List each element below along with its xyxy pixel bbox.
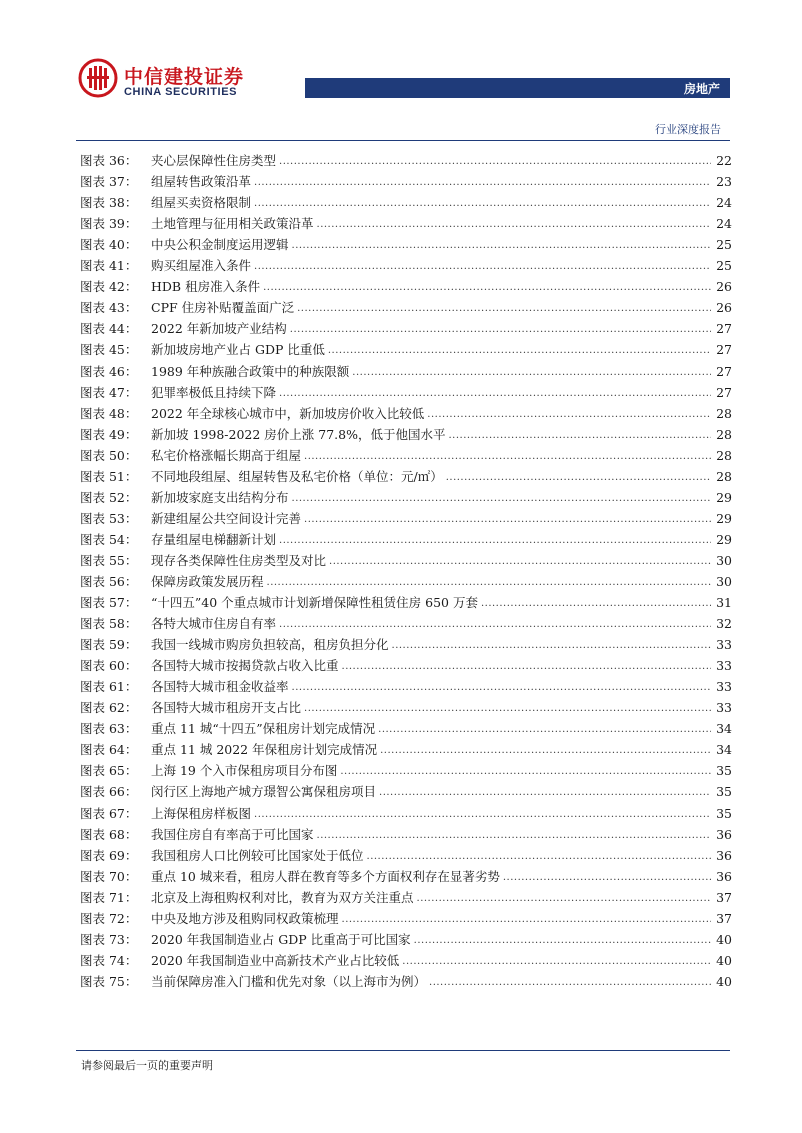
dot-leader <box>392 639 711 653</box>
figure-number: 图表 55： <box>80 552 138 568</box>
dot-leader <box>446 471 711 485</box>
toc-entry[interactable] <box>80 758 732 779</box>
figure-title[interactable]: 重点 10 城来看，租房人群在教育等多个方面权利存在显著劣势 <box>151 868 500 884</box>
dot-leader <box>290 323 711 337</box>
page-number: 23 <box>716 174 732 190</box>
dot-leader <box>254 260 711 274</box>
dot-leader <box>317 218 711 232</box>
figure-index-list <box>80 148 732 990</box>
toc-entry[interactable] <box>80 864 732 885</box>
figure-number: 图表 69： <box>80 847 138 863</box>
brand-name-en: CHINA SECURITIES <box>124 86 238 98</box>
toc-entry[interactable] <box>80 548 732 569</box>
toc-entry[interactable] <box>80 506 732 527</box>
figure-title[interactable]: 闵行区上海地产城方璟智公寓保租房项目 <box>151 784 377 800</box>
figure-number: 图表 57： <box>80 595 138 611</box>
page-number: 36 <box>716 826 732 842</box>
page-number: 33 <box>716 679 732 695</box>
page-number: 25 <box>716 258 732 274</box>
figure-title[interactable]: 新加坡房地产业占 GDP 比重低 <box>151 342 325 358</box>
dot-leader <box>279 387 711 401</box>
page-number: 26 <box>716 279 732 295</box>
dot-leader <box>342 913 711 927</box>
figure-title[interactable]: “十四五”40 个重点城市计划新增保障性租赁住房 650 万套 <box>151 595 478 611</box>
toc-entry[interactable] <box>80 295 732 316</box>
figure-title[interactable]: 重点 11 城 2022 年保租房计划完成情况 <box>151 742 378 758</box>
page-number: 24 <box>716 216 732 232</box>
dot-leader <box>417 892 711 906</box>
figure-number: 图表 43： <box>80 300 138 316</box>
report-type-label: 行业深度报告 <box>655 123 721 136</box>
dot-leader <box>379 786 711 800</box>
page-number: 22 <box>716 153 732 169</box>
figure-title[interactable]: 我国一线城市购房负担较高，租房负担分化 <box>151 637 389 653</box>
figure-title[interactable]: 私宅价格涨幅长期高于组屋 <box>151 447 302 463</box>
figure-title[interactable]: 组屋买卖资格限制 <box>151 195 252 211</box>
toc-entry[interactable] <box>80 232 732 253</box>
toc-entry[interactable] <box>80 274 732 295</box>
toc-entry[interactable] <box>80 380 732 401</box>
figure-title[interactable]: 购买组屋准入条件 <box>151 258 252 274</box>
dot-leader <box>328 344 711 358</box>
page-number: 27 <box>716 384 732 400</box>
page-number: 35 <box>716 784 732 800</box>
page-number: 37 <box>716 889 732 905</box>
toc-entry[interactable] <box>80 443 732 464</box>
toc-entry[interactable] <box>80 358 732 379</box>
page-number: 32 <box>716 616 732 632</box>
figure-number: 图表 70： <box>80 868 138 884</box>
sector-banner <box>305 78 730 98</box>
figure-title[interactable]: 2022 年新加坡产业结构 <box>151 321 287 337</box>
toc-entry[interactable] <box>80 906 732 927</box>
page-number: 40 <box>716 952 732 968</box>
figure-number: 图表 44： <box>80 321 138 337</box>
dot-leader <box>304 450 711 464</box>
page-number: 33 <box>716 658 732 674</box>
toc-entry[interactable] <box>80 590 732 611</box>
figure-title[interactable]: 新加坡家庭支出结构分布 <box>151 489 289 505</box>
figure-number: 图表 75： <box>80 973 138 989</box>
toc-entry[interactable] <box>80 316 732 337</box>
dot-leader <box>254 176 711 190</box>
dot-leader <box>378 723 711 737</box>
figure-title[interactable]: 2022 年全球核心城市中，新加坡房价收入比较低 <box>151 405 425 421</box>
page-header <box>0 0 802 140</box>
dot-leader <box>317 829 711 843</box>
figure-title[interactable]: 上海 19 个入市保租房项目分布图 <box>151 763 338 779</box>
toc-entry[interactable] <box>80 653 732 674</box>
header-divider <box>76 140 730 141</box>
figure-title[interactable]: 当前保障房准入门槛和优先对象（以上海市为例） <box>151 973 427 989</box>
figure-number: 图表 66： <box>80 784 138 800</box>
figure-number: 图表 68： <box>80 826 138 842</box>
dot-leader <box>263 281 711 295</box>
page-number: 33 <box>716 637 732 653</box>
dot-leader <box>414 934 711 948</box>
dot-leader <box>304 513 711 527</box>
toc-entry[interactable] <box>80 800 732 821</box>
dot-leader <box>292 681 711 695</box>
figure-number: 图表 47： <box>80 384 138 400</box>
dot-leader <box>340 765 711 779</box>
figure-number: 图表 65： <box>80 763 138 779</box>
dot-leader <box>297 302 711 316</box>
figure-number: 图表 58： <box>80 616 138 632</box>
figure-number: 图表 72： <box>80 910 138 926</box>
page-number: 33 <box>716 700 732 716</box>
figure-number: 图表 42： <box>80 279 138 295</box>
figure-number: 图表 45： <box>80 342 138 358</box>
sector-label: 房地产 <box>683 82 720 96</box>
figure-title[interactable]: 不同地段组屋、组屋转售及私宅价格（单位：元/㎡） <box>151 468 443 484</box>
dot-leader <box>279 618 711 632</box>
figure-title[interactable]: 夹心层保障性住房类型 <box>151 153 277 169</box>
dot-leader <box>448 429 711 443</box>
page-number: 40 <box>716 973 732 989</box>
figure-title[interactable]: CPF 住房补贴覆盖面广泛 <box>151 300 295 316</box>
figure-title[interactable]: 中央公积金制度运用逻辑 <box>151 237 289 253</box>
toc-entry[interactable] <box>80 632 732 653</box>
page-number: 29 <box>716 531 732 547</box>
footer-disclaimer: 请参阅最后一页的重要声明 <box>81 1059 213 1072</box>
dot-leader <box>254 197 711 211</box>
toc-entry[interactable] <box>80 464 732 485</box>
toc-entry[interactable] <box>80 695 732 716</box>
toc-entry[interactable] <box>80 569 732 590</box>
figure-number: 图表 63： <box>80 721 138 737</box>
toc-entry[interactable] <box>80 401 732 422</box>
page-number: 24 <box>716 195 732 211</box>
figure-number: 图表 36： <box>80 153 138 169</box>
figure-number: 图表 71： <box>80 889 138 905</box>
dot-leader <box>329 555 711 569</box>
toc-entry[interactable] <box>80 253 732 274</box>
figure-title[interactable]: 各国特大城市租金收益率 <box>151 679 289 695</box>
figure-number: 图表 48： <box>80 405 138 421</box>
dot-leader <box>292 239 711 253</box>
toc-entry[interactable] <box>80 337 732 358</box>
toc-entry[interactable] <box>80 190 732 211</box>
figure-title[interactable]: 犯罪率极低且持续下降 <box>151 384 277 400</box>
toc-entry[interactable] <box>80 148 732 169</box>
page-number: 36 <box>716 868 732 884</box>
figure-number: 图表 50： <box>80 447 138 463</box>
toc-entry[interactable] <box>80 843 732 864</box>
figure-number: 图表 39： <box>80 216 138 232</box>
toc-entry[interactable] <box>80 822 732 843</box>
figure-title[interactable]: HDB 租房准入条件 <box>151 279 261 295</box>
figure-title[interactable]: 各特大城市住房自有率 <box>151 616 277 632</box>
figure-title[interactable]: 土地管理与征用相关政策沿革 <box>151 216 314 232</box>
toc-entry[interactable] <box>80 485 732 506</box>
toc-entry[interactable] <box>80 211 732 232</box>
figure-number: 图表 64： <box>80 742 138 758</box>
toc-entry[interactable] <box>80 674 732 695</box>
figure-title[interactable]: 我国租房人口比例较可比国家处于低位 <box>151 847 364 863</box>
page-number: 27 <box>716 363 732 379</box>
page-number: 37 <box>716 910 732 926</box>
footer-divider <box>76 1050 730 1051</box>
toc-entry[interactable] <box>80 422 732 443</box>
toc-entry[interactable] <box>80 527 732 548</box>
dot-leader <box>352 366 711 380</box>
dot-leader <box>380 744 711 758</box>
page-number: 36 <box>716 847 732 863</box>
figure-title[interactable]: 新建组屋公共空间设计完善 <box>151 510 302 526</box>
toc-entry[interactable] <box>80 927 732 948</box>
page-number: 30 <box>716 573 732 589</box>
dot-leader <box>402 955 711 969</box>
page-number: 28 <box>716 468 732 484</box>
toc-entry[interactable] <box>80 948 732 969</box>
page-number: 31 <box>716 595 732 611</box>
dot-leader <box>503 871 711 885</box>
figure-number: 图表 56： <box>80 573 138 589</box>
figure-number: 图表 61： <box>80 679 138 695</box>
page-number: 26 <box>716 300 732 316</box>
page-number: 27 <box>716 342 732 358</box>
figure-title[interactable]: 现存各类保障性住房类型及对比 <box>151 552 327 568</box>
figure-title[interactable]: 北京及上海租购权利对比，教育为双方关注重点 <box>151 889 414 905</box>
page-number: 25 <box>716 237 732 253</box>
page-number: 34 <box>716 742 732 758</box>
figure-title[interactable]: 新加坡 1998-2022 房价上涨 77.8%，低于他国水平 <box>151 426 446 442</box>
figure-title[interactable]: 上海保租房样板图 <box>151 805 252 821</box>
figure-number: 图表 62： <box>80 700 138 716</box>
dot-leader <box>292 492 711 506</box>
figure-number: 图表 60： <box>80 658 138 674</box>
figure-title[interactable]: 2020 年我国制造业占 GDP 比重高于可比国家 <box>151 931 411 947</box>
figure-number: 图表 37： <box>80 174 138 190</box>
page-number: 28 <box>716 447 732 463</box>
page-number: 35 <box>716 763 732 779</box>
figure-title[interactable]: 重点 11 城“十四五”保租房计划完成情况 <box>151 721 376 737</box>
dot-leader <box>254 808 711 822</box>
page-number: 30 <box>716 552 732 568</box>
dot-leader <box>279 534 711 548</box>
figure-title[interactable]: 2020 年我国制造业中高新技术产业占比较低 <box>151 952 400 968</box>
figure-title[interactable]: 组屋转售政策沿革 <box>151 174 252 190</box>
toc-entry[interactable] <box>80 737 732 758</box>
figure-title[interactable]: 保障房政策发展历程 <box>151 573 264 589</box>
dot-leader <box>429 976 711 990</box>
toc-entry[interactable] <box>80 169 732 190</box>
figure-number: 图表 54： <box>80 531 138 547</box>
figure-title[interactable]: 中央及地方涉及租购同权政策梳理 <box>151 910 339 926</box>
figure-number: 图表 46： <box>80 363 138 379</box>
citic-logo-icon <box>78 58 118 98</box>
figure-number: 图表 74： <box>80 952 138 968</box>
dot-leader <box>427 408 711 422</box>
page-number: 29 <box>716 510 732 526</box>
figure-title[interactable]: 存量组屋电梯翻新计划 <box>151 531 277 547</box>
dot-leader <box>481 597 711 611</box>
page-number: 29 <box>716 489 732 505</box>
toc-entry[interactable] <box>80 716 732 737</box>
page-number: 27 <box>716 321 732 337</box>
figure-title[interactable]: 各国特大城市租房开支占比 <box>151 700 302 716</box>
figure-number: 图表 38： <box>80 195 138 211</box>
figure-number: 图表 73： <box>80 931 138 947</box>
figure-number: 图表 51： <box>80 468 138 484</box>
dot-leader <box>367 850 711 864</box>
figure-title[interactable]: 各国特大城市按揭贷款占收入比重 <box>151 658 339 674</box>
figure-title[interactable]: 1989 年种族融合政策中的种族限额 <box>151 363 350 379</box>
page-number: 28 <box>716 405 732 421</box>
toc-entry[interactable] <box>80 779 732 800</box>
dot-leader <box>279 155 711 169</box>
toc-entry[interactable] <box>80 885 732 906</box>
brand-name-cn: 中信建投证券 <box>124 66 245 88</box>
dot-leader <box>304 702 711 716</box>
page-number: 40 <box>716 931 732 947</box>
dot-leader <box>342 660 711 674</box>
figure-number: 图表 49： <box>80 426 138 442</box>
page-number: 28 <box>716 426 732 442</box>
toc-entry[interactable] <box>80 969 732 990</box>
figure-title[interactable]: 我国住房自有率高于可比国家 <box>151 826 314 842</box>
figure-number: 图表 52： <box>80 489 138 505</box>
page-number: 34 <box>716 721 732 737</box>
figure-number: 图表 41： <box>80 258 138 274</box>
page-number: 35 <box>716 805 732 821</box>
figure-number: 图表 59： <box>80 637 138 653</box>
figure-number: 图表 67： <box>80 805 138 821</box>
toc-entry[interactable] <box>80 611 732 632</box>
figure-number: 图表 53： <box>80 510 138 526</box>
dot-leader <box>267 576 711 590</box>
figure-number: 图表 40： <box>80 237 138 253</box>
